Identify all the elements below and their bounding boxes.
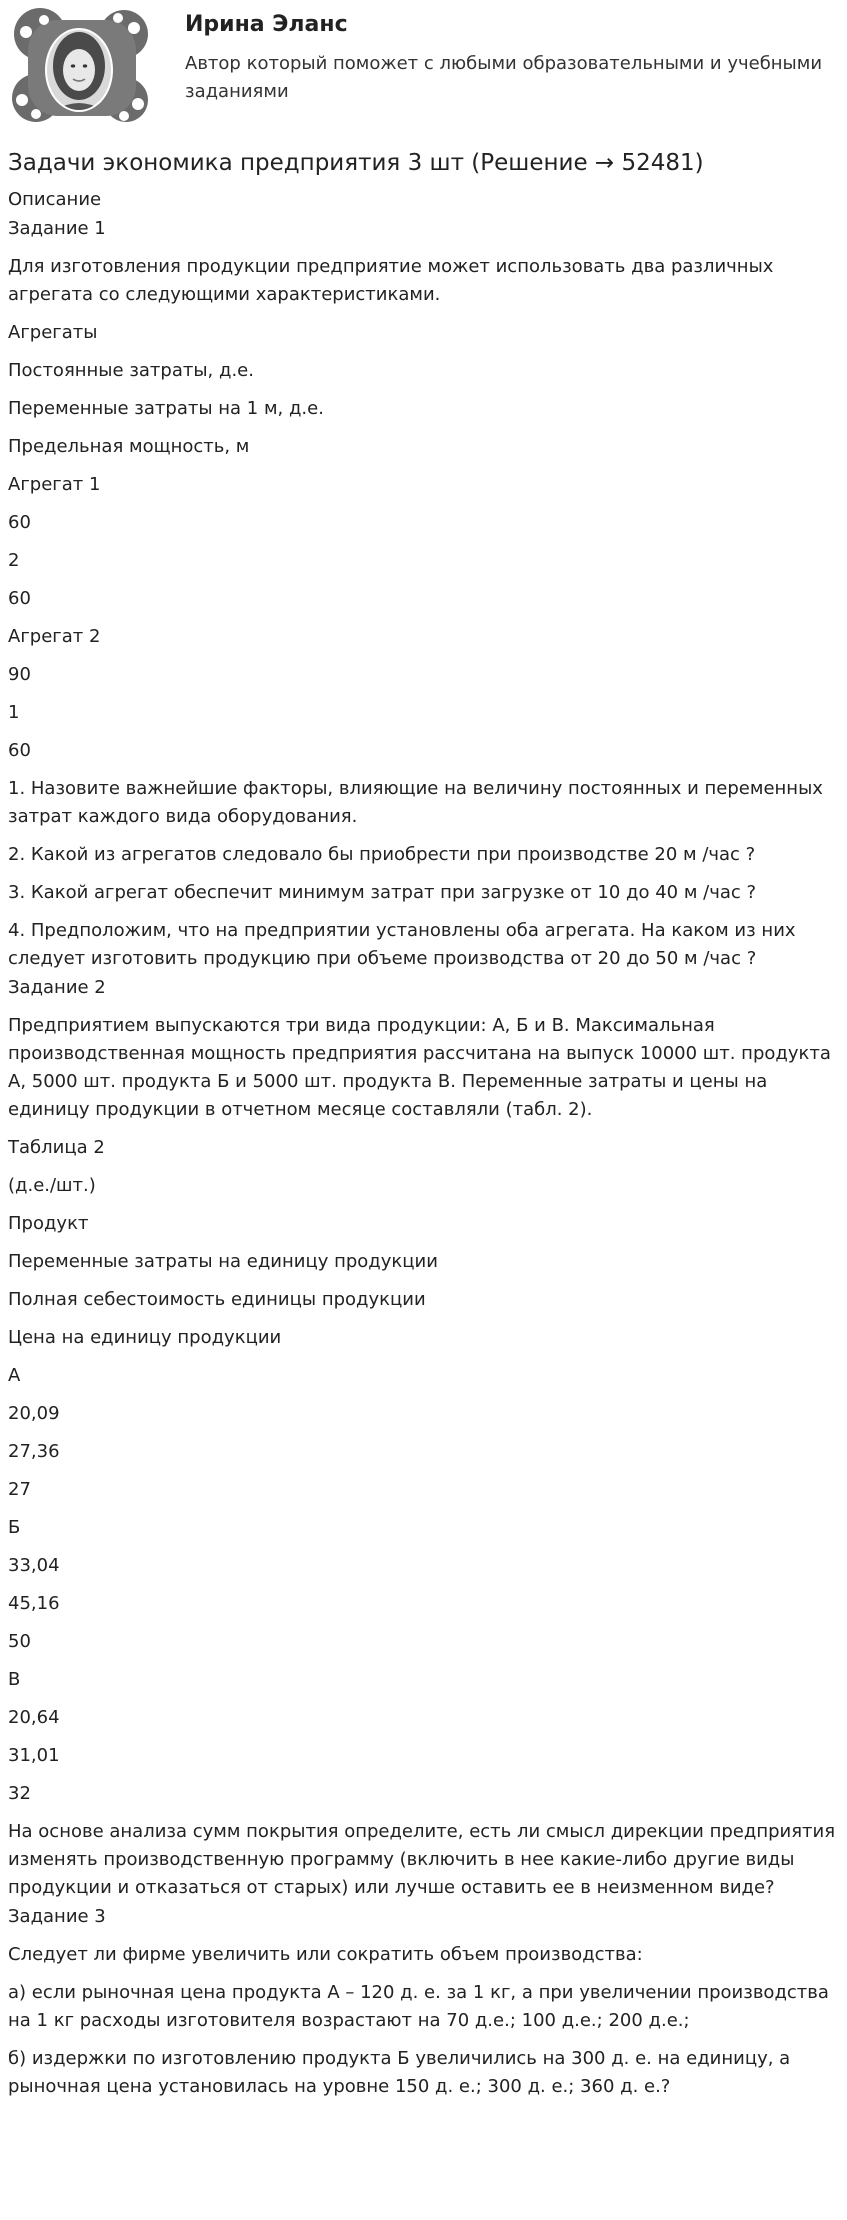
task2-table-cell: 20,64 [8,1707,60,1728]
task1-question: 4. Предположим, что на предприятии установлены оба агрегата. На каком из них следует изготовить продукцию при объеме производства от 20 до 50 м /час ? [8,920,796,969]
task2-table-cell: 27,36 [8,1441,60,1462]
task2-table-cell: 27 [8,1479,31,1500]
task2-table-cell: 32 [8,1783,31,1804]
task2-table-caption: Таблица 2 [8,1137,105,1158]
task1-table-cell: 2 [8,550,20,571]
task1-table-cell: Агрегат 1 [8,474,101,495]
description-label: Описание [8,189,102,210]
task1-table-cell: Агрегат 2 [8,626,101,647]
task2-table-header-cell: Цена на единицу продукции [8,1327,282,1348]
task2-table-cell: В [8,1669,21,1690]
task1-table-cell: 60 [8,512,31,533]
task1-table-cell: 1 [8,702,20,723]
task1-table-header-cell: Предельная мощность, м [8,436,250,457]
document-body [8,146,840,2111]
task2-table-cell: 20,09 [8,1403,60,1424]
task2-table-cell: А [8,1365,21,1386]
task1-intro: Для изготовления продукции предприятие может использовать два различных агрегата со следующими характеристиками. [8,256,774,305]
task1-table-cell: 60 [8,588,31,609]
task1-table-header-cell: Переменные затраты на 1 м, д.е. [8,398,324,419]
author-avatar[interactable] [6,4,156,130]
author-card [0,0,847,140]
task1-table-cell: 60 [8,740,31,761]
page-title: Задачи экономика предприятия 3 шт (Решение → 52481) [8,150,704,176]
task3-item: б) издержки по изготовлению продукта Б увеличились на 300 д. е. на единицу, а рыночная цена установилась на уровне 150 д. е.; 300 д. е.; 360 д. е.? [8,2048,791,2097]
task1-table-header-cell: Агрегаты [8,322,98,343]
task2-heading: Задание 2 [8,977,106,998]
task2-intro: Предприятием выпускаются три вида продукции: А, Б и В. Максимальная производственная мощность предприятия рассчитана на выпуск 10000 шт. продукта А, 5000 шт. продукта Б и 5000 шт. продукта В. Переменные затраты и цены на единицу продукции в отчетном месяце составляли (табл. 2). [8,1015,831,1120]
task2-question: На основе анализа сумм покрытия определите, есть ли смысл дирекции предприятия изменять производственную программу (включить в нее какие-либо другие виды продукции и отказаться от старых) или лучше оставить ее в неизменном виде? [8,1821,836,1898]
task1-question: 1. Назовите важнейшие факторы, влияющие на величину постоянных и переменных затрат каждого вида оборудования. [8,778,823,827]
author-name[interactable]: Ирина Эланс [185,12,348,37]
task2-table-cell: 31,01 [8,1745,60,1766]
task2-table-header-cell: Полная себестоимость единицы продукции [8,1289,426,1310]
task2-table-cell: 33,04 [8,1555,60,1576]
task2-table-cell: 45,16 [8,1593,60,1614]
task2-table-header-cell: Продукт [8,1213,89,1234]
task2-table-cell: 50 [8,1631,31,1652]
task3-item: а) если рыночная цена продукта А – 120 д. е. за 1 кг, а при увеличении производства на 1 кг расходы изготовителя возрастают на 70 д.е.; 100 д.е.; 200 д.е.; [8,1982,829,2031]
task2-table-cell: Б [8,1517,21,1538]
task2-table-units: (д.е./шт.) [8,1175,96,1196]
task2-table-header-cell: Переменные затраты на единицу продукции [8,1251,438,1272]
task3-intro: Следует ли фирме увеличить или сократить объем производства: [8,1944,643,1965]
task1-table-header-cell: Постоянные затраты, д.е. [8,360,254,381]
task1-question: 2. Какой из агрегатов следовало бы приобрести при производстве 20 м /час ? [8,844,756,865]
task1-table-cell: 90 [8,664,31,685]
task3-heading: Задание 3 [8,1906,106,1927]
author-description: Автор который поможет с любыми образовательными и учебными заданиями [185,53,823,102]
task1-question: 3. Какой агрегат обеспечит минимум затрат при загрузке от 10 до 40 м /час ? [8,882,757,903]
task1-heading: Задание 1 [8,218,106,239]
